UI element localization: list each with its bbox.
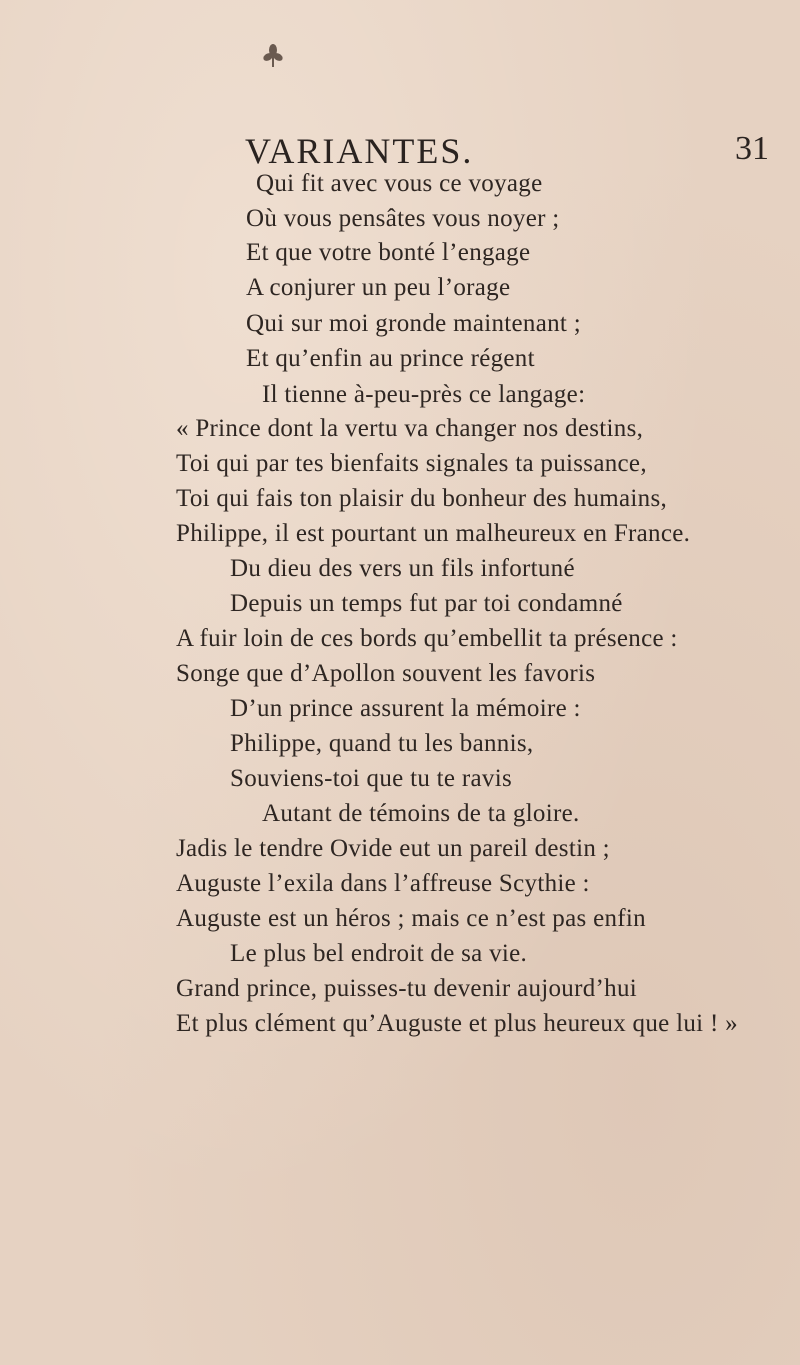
- verse-line: Philippe, il est pourtant un malheureux en France.: [176, 520, 691, 547]
- running-head-title: VARIANTES.: [245, 131, 474, 171]
- verse-line: D’un prince assurent la mémoire :: [230, 695, 581, 722]
- verse-line: A conjurer un peu l’orage: [246, 274, 511, 301]
- verse-line: Grand prince, puisses-tu devenir aujourd’hui: [176, 975, 637, 1002]
- floral-ornament-icon: [258, 40, 288, 70]
- verse-line: Le plus bel endroit de sa vie.: [230, 940, 528, 967]
- verse-line: Souviens-toi que tu te ravis: [230, 765, 512, 792]
- verse-line: Depuis un temps fut par toi condamné: [230, 590, 623, 617]
- verse-line: Auguste l’exila dans l’affreuse Scythie :: [176, 870, 590, 897]
- verse-line: Philippe, quand tu les bannis,: [230, 730, 534, 757]
- verse-line: Où vous pensâtes vous noyer ;: [246, 205, 560, 232]
- verse-line: Songe que d’Apollon souvent les favoris: [176, 660, 596, 687]
- page-number: 31: [735, 130, 769, 167]
- verse-line: Et qu’enfin au prince régent: [246, 345, 535, 372]
- verse-line: Auguste est un héros ; mais ce n’est pas enfin: [176, 905, 646, 932]
- verse-line: Toi qui par tes bienfaits signales ta puissance,: [176, 450, 647, 477]
- verse-line: Jadis le tendre Ovide eut un pareil destin ;: [176, 835, 610, 862]
- verse-line: Il tienne à-peu-près ce langage:: [262, 381, 586, 408]
- verse-line: Du dieu des vers un fils infortuné: [230, 555, 575, 582]
- verse-line: Toi qui fais ton plaisir du bonheur des humains,: [176, 485, 668, 512]
- verse-line: A fuir loin de ces bords qu’embellit ta présence :: [176, 625, 678, 652]
- verse-line: « Prince dont la vertu va changer nos destins,: [176, 415, 644, 442]
- verse-line: Et que votre bonté l’engage: [246, 239, 531, 266]
- verse-line: Autant de témoins de ta gloire.: [262, 800, 580, 827]
- verse-line: Et plus clément qu’Auguste et plus heureux que lui ! »: [176, 1010, 738, 1037]
- verse-line: Qui sur moi gronde maintenant ;: [246, 310, 581, 337]
- verse-line: Qui fit avec vous ce voyage: [256, 170, 543, 197]
